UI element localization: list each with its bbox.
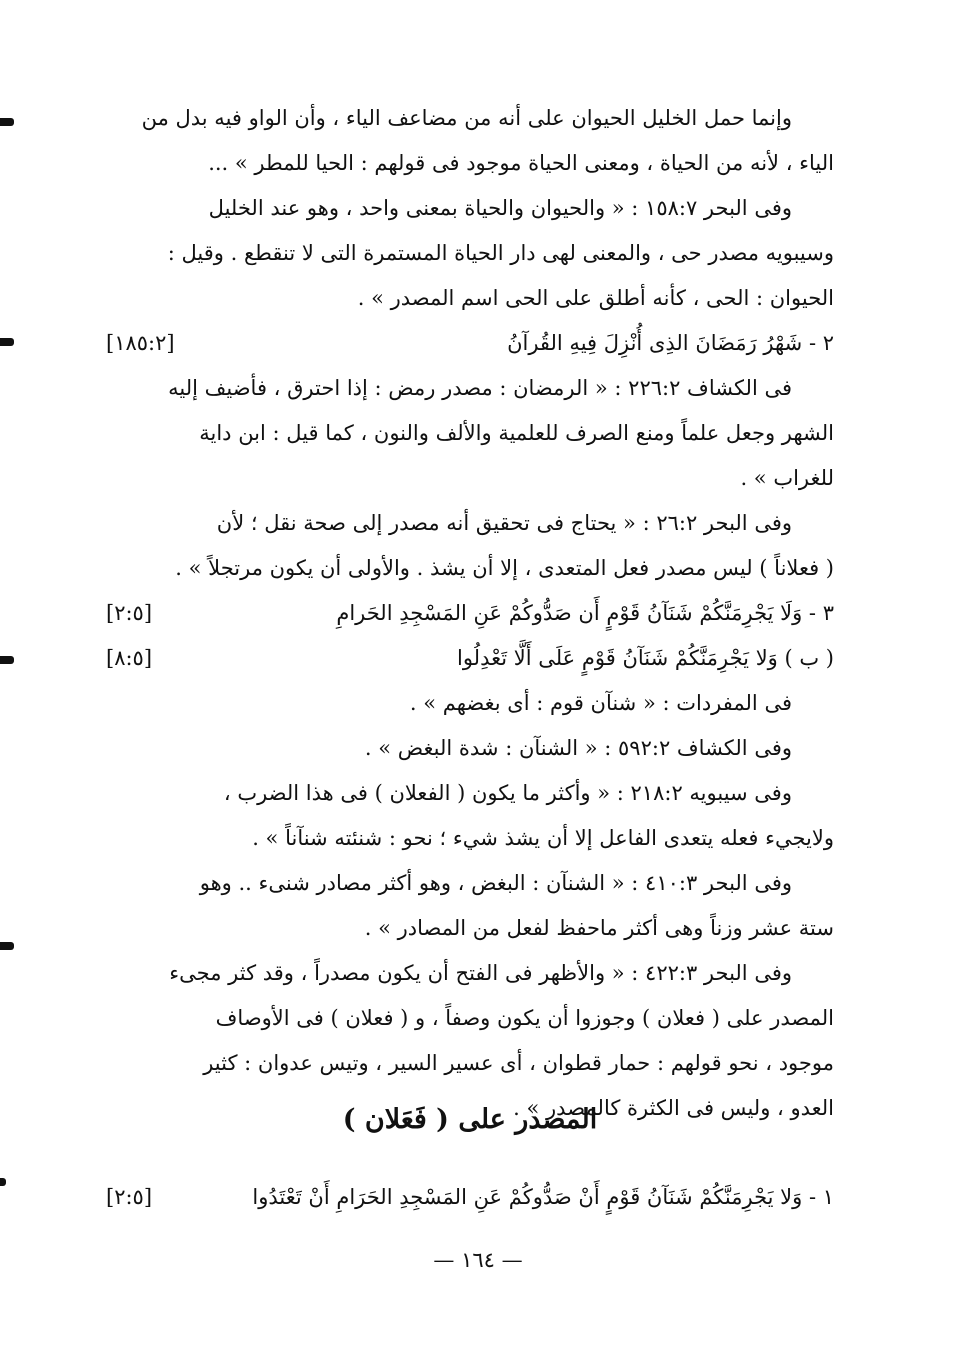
verse-line: ١ - وَلا يَجْرِمَنَّكُمْ شَنَآنُ قَوْمٍ أَنْ صَدُّوكُمْ عَنِ المَسْجِدِ الحَرَامِ أَنْ تَعْتَدُوا [٢:٥] <box>106 1175 834 1220</box>
page-number: — ١٦٤ — <box>433 1248 523 1272</box>
text-line: وفى البحر ١٥٨:٧ : « والحيوان والحياة بمعنى واحد ، وهو عند الخليل <box>208 196 792 220</box>
text-line: وفى الكشاف ٥٩٢:٢ : « الشنآن : شدة البغض » . <box>364 736 792 760</box>
margin-mark <box>0 1178 6 1186</box>
verse-line: ( ب ) وَلا يَجْرِمَنَّكُمْ شَنَآنُ قَوْمٍ عَلَى أَلَّا تَعْدِلُوا [٨:٥] <box>106 636 834 681</box>
verse-reference: [٢:٥] <box>106 601 153 625</box>
text-line: العدو ، وليس فى الكثرة كالمصدر » . <box>513 1096 834 1120</box>
text-line: فى الكشاف ٢٢٦:٢ : « الرمضان : مصدر رمض : إذا احترق ، فأضيف إليه <box>168 376 792 400</box>
margin-mark <box>0 656 14 664</box>
section-heading: المصدر على ( فَعَلان ) <box>342 1104 598 1135</box>
text-line: الحيوان : الحى ، كأنه أطلق على الحى اسم المصدر » . <box>357 286 834 310</box>
body-text <box>106 96 834 1131</box>
text-line: الياء ، لأنه من الحياة ، ومعنى الحياة موجود فى قولهم : الحيا للمطر » ... <box>208 151 834 175</box>
text-line: الشهر وجعل علماً ومنع الصرف للعلمية والألف والنون ، كما قيل : ابن داية <box>199 421 834 445</box>
verse-line: ٣ - وَلَا يَجْرِمَنَّكُمْ شَنَآنُ قَوْمٍ أَن صَدُّوكُمْ عَنِ المَسْجِدِ الحَرامِ [٢:٥] <box>106 591 834 636</box>
margin-mark <box>0 942 14 950</box>
text-line: وإنما حمل الخليل الحيوان على أنه من مضاعف الياء ، وأن الواو فيه بدل من <box>141 106 792 130</box>
verse-line: ٢ - شَهْرُ رَمَضَانَ الذِى أُنْزِلَ فِيهِ القُرآنُ [١٨٥:٢] <box>106 321 834 366</box>
text-line: ( فعلاناً ) ليس مصدر فعل المتعدى ، إلا أن يشذ . والأولى أن يكون مرتجلاً » . <box>175 556 834 580</box>
margin-mark <box>0 118 14 126</box>
text-line: موجود ، نحو قولهم : حمار قطوان ، أى عسير السير ، وتيس عدوان : كثير <box>203 1051 834 1075</box>
verse-reference: [١٨٥:٢] <box>106 331 175 355</box>
text-line: فى المفردات : « شنآن قوم : أى بغضهم » . <box>409 691 792 715</box>
text-line: وفى البحر ٤٢٢:٣ : « والأظهر فى الفتح أن يكون مصدراً ، وقد كثر مجىء <box>169 961 792 985</box>
text-line: وفى البحر ٤١٠:٣ : « الشنآن : البغض ، وهو أكثر مصادر شنىء .. وهو <box>199 871 792 895</box>
text-line: وفى سيبويه ٢١٨:٢ : « وأكثر ما يكون ( الفعلان ) فى هذا الضرب ، <box>223 781 792 805</box>
margin-mark <box>0 338 14 346</box>
text-line: ولايجيء فعله يتعدى الفاعل إلا أن يشذ شيء ؛ نحو : شنئته شنآناً » . <box>252 826 834 850</box>
verse-reference: [٢:٥] <box>106 1185 153 1209</box>
text-line: وفى البحر ٢٦:٢ : « يحتاج فى تحقيق أنه مصدر إلى صحة نقل ؛ لأن <box>216 511 792 535</box>
text-line: ستة عشر وزناً وهى أكثر ماحفظ لفعل من المصادر » . <box>364 916 834 940</box>
text-line: وسيبويه مصدر حى ، والمعنى لهى دار الحياة المستمرة التى لا تنقطع . وقيل : <box>167 241 834 265</box>
text-line: المصدر على ( فعلان ) وجوزوا أن يكون وصفاً ، و ( فعلان ) فى الأوصاف <box>215 1006 834 1030</box>
verse-reference: [٨:٥] <box>106 646 153 670</box>
text-line: للغراب » . <box>740 466 834 490</box>
